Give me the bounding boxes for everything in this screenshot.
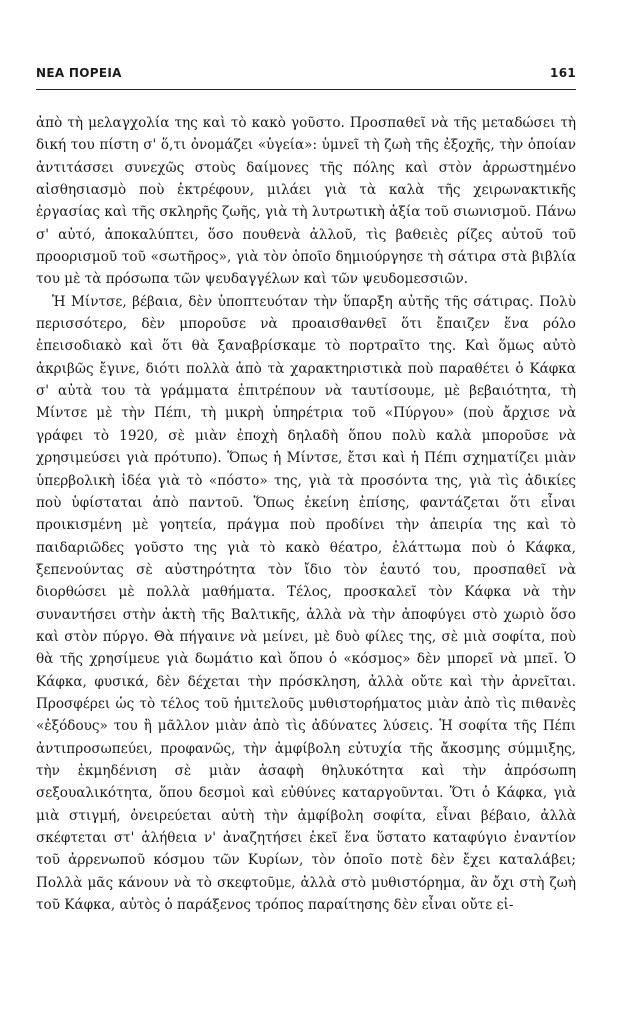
book-page xyxy=(36,66,576,916)
paragraph-2: Ἡ Μίντσε, βέβαια, δὲν ὑποπτευόταν τὴν ὕπαρξη αὐτῆς τῆς σάτιρας. Πολὺ περισσότερο, δὲν μποροῦσε νὰ προαισθανθεῖ ὅτι ἔπαιζεν ἕνα ρόλο ἐπεισοδιακὸ καὶ ὅτι θὰ ξαναβρίσκαμε τὸ πορτραῖτο της. Καὶ ὅμως αὐτὸ ἀκριβῶς ἔγινε, διότι πολλὰ ἀπὸ τὰ χαρακτηριστικὰ ποὺ παραθέτει ὁ Κάφκα σ' αὐτὰ του τὰ γράμματα ἐπιτρέπουν νὰ ταυτίσουμε, μὲ βεβαιότητα, τὴ Μίντσε μὲ τὴν Πέπι, τὴ μικρὴ ὑπηρέτρια τοῦ «Πύργου» (ποὺ ἄρχισε νὰ γράφει τὸ 1920, σὲ μιὰν ἐποχὴ δηλαδὴ ὅπου πολὺ καλὰ μποροῦσε νὰ χρησιμεύσει γιὰ πρότυπο). Ὅπως ἡ Μίντσε, ἔτσι καὶ ἡ Πέπι σχηματίζει μιὰν ὑπερβολικὴ ἰδέα γιὰ τὸ «πόστο» της, γιὰ τὰ προσόντα της, γιὰ τὶς ἀδικίες ποὺ ὑφίσταται ἀπὸ παντοῦ. Ὅπως ἐκείνη ἐπίσης, φαντάζεται ὅτι εἶναι προικισμένη μὲ γοητεία, πράγμα ποὺ προδίνει τὴν ἀπειρία της καὶ τὸ παιδαριῶδες γοῦστο της γιὰ τὸ κακὸ θέατρο, ἐλάττωμα ποὺ ὁ Κάφκα, ξεπενούντας σὲ αὐστηρότητα τὸν ἴδιο τὸν ἑαυτό του, προσπαθεῖ νὰ διορθώσει μὲ πολλὰ μαθήματα. Τέλος, προσκαλεῖ τὸν Κάφκα νὰ τὴν συναντήσει στὴν ἀκτὴ τῆς Βαλτικῆς, ἀλλὰ νὰ τὴν ἀποφύγει στὸ χωριὸ ὅσο καὶ στὸν πύργο. Θὰ πήγαινε νὰ μείνει, μὲ δυὸ φίλες της, σὲ μιὰ σοφίτα, ποὺ θὰ τῆς χρησίμευε γιὰ δωμάτιο καὶ ὅπου ὁ «κόσμος» δὲν μπορεῖ νὰ μπεῖ. Ὁ Κάφκα, φυσικά, δὲν δέχεται τὴν πρόσκληση, ἀλλὰ οὔτε καὶ τὴν ἀρνεῖται. Προσφέρει ὡς τὸ τέλος τοῦ ἡμιτελοῦς μυθιστορήματος μιὰν ἀπὸ τὶς πιθανὲς «ἐξόδους» του ἢ μᾶλλον μιὰν ἀπὸ τὶς ἀδύνατες λύσεις. Ἡ σοφίτα τῆς Πέπι ἀντιπροσωπεύει, προφανῶς, τὴν ἀμφίβολη εὐτυχία τῆς ἄκοσμης σύμμιξης, τὴν ἐκμηδένιση σὲ μιὰν ἀσαφὴ θηλυκότητα καὶ τὴν ἀπρόσωπη σεξουαλικότητα, ὅπου δεσμοὶ καὶ εὐθύνες καταργοῦνται. Ὅτι ὁ Κάφκα, γιὰ μιὰ στιγμή, ὀνειρεύεται αὐτὴ τὴν ἀμφίβολη σοφίτα, εἶναι βέβαιο, ἀλλὰ σκέφτεται στ' ἀλήθεια ν' ἀναζητήσει ἐκεῖ ἕνα ὕστατο καταφύγιο ἐναντίον τοῦ ἀρρενωποῦ κόσμου τῶν Κυρίων, τὸν ὁποῖο ποτὲ δὲν ἔχει καταλάβει; Πολλὰ μᾶς κάνουν νὰ τὸ σκεφτοῦμε, ἀλλὰ στὸ μυθιστόρημα, ἂν ὄχι στὴ ζωὴ τοῦ Κάφκα, αὐτὸς ὁ παράξενος τρόπος παραίτησης δὲν εἶναι οὔτε εἰ- xyxy=(36,293,576,914)
header-rule xyxy=(36,89,576,90)
paragraph-1: ἀπὸ τὴ μελαγχολία της καὶ τὸ κακὸ γοῦστο. Προσπαθεῖ νὰ τῆς μεταδώσει τὴ δική του πίστη σ' ὅ,τι ὀνομάζει «ὑγεία»: ὑμνεῖ τὴ ζωὴ τῆς ἐξοχῆς, τὴν ὁποίαν ἀντιτάσσει συνεχῶς στοὺς δαίμονες τῆς πόλης καὶ στὸν ἀρρωστημένο αἰσθησιασμὸ ποὺ ἐκτρέφουν, μιλάει γιὰ τὰ καλὰ τῆς χειρωνακτικῆς ἐργασίας καὶ τῆς σκληρῆς ζωῆς, γιὰ τὴ λυτρωτικὴ ἀξία τοῦ σιωνισμοῦ. Πάνω σ' αὐτό, ἀποκαλύπτει, ὅσο πουθενὰ ἀλλοῦ, τὶς βαθειὲς ρίζες αὐτοῦ τοῦ προορισμοῦ τοῦ «σωτῆρος», γιὰ τὸν ὁποῖο δημιούργησε τὴ σάτιρα στὰ βιβλία του μὲ τὰ πρόσωπα τῶν ψευδαγγέλων καὶ τῶν ψευδομεσσιῶν. xyxy=(36,115,576,288)
running-header xyxy=(36,66,576,83)
running-title: ΝΕΑ ΠΟΡΕΙΑ xyxy=(36,66,122,80)
body-text xyxy=(36,112,576,916)
page-number: 161 xyxy=(550,66,576,80)
